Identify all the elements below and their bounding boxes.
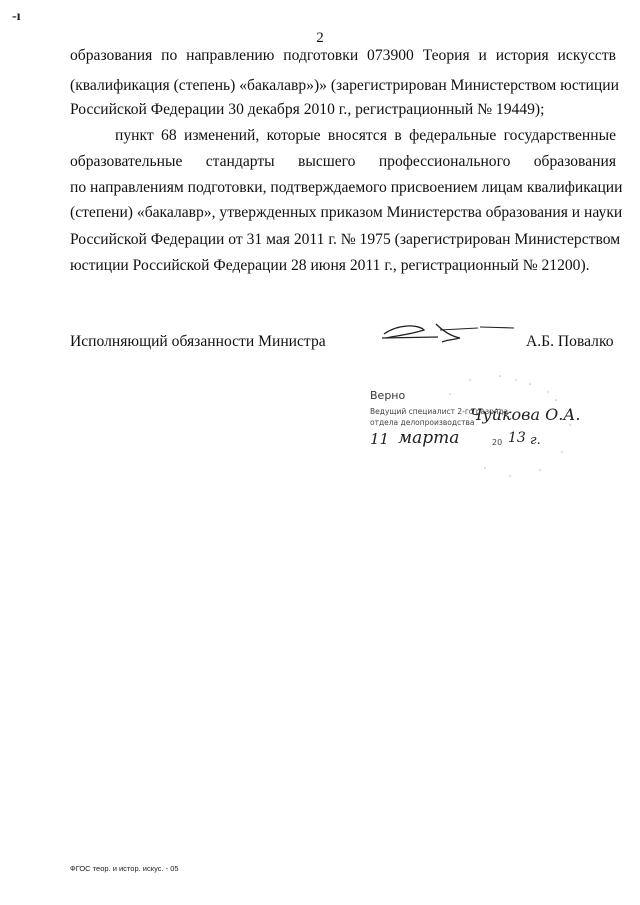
handwritten-month: марта: [398, 428, 460, 448]
body-line: Российской Федерации 30 декабря 2010 г., регистрационный № 19449);: [70, 101, 545, 118]
body-line: юстиции Российской Федерации 28 июня 2011 г., регистрационный № 21200).: [70, 257, 590, 274]
signatory-name: А.Б. Повалко: [526, 333, 614, 350]
certification-verno: Верно: [370, 389, 406, 402]
handwritten-year-suffix: г.: [530, 433, 541, 448]
body-line: образовательные стандарты высшего профессионального образования: [70, 153, 616, 170]
body-line: образования по направлению подготовки 073900 Теория и история искусств: [70, 47, 616, 64]
certifier-department: отдела делопроизводства: [370, 418, 475, 427]
handwritten-day: 11: [370, 430, 390, 448]
signatory-role: Исполняющий обязанности Министра: [70, 333, 326, 350]
year-prefix: 20: [492, 438, 503, 447]
body-line: пункт 68 изменений, которые вносятся в федеральные государственные: [115, 127, 616, 144]
body-line: (квалификация (степень) «бакалавр»)» (зарегистрирован Министерством юстиции: [70, 77, 619, 94]
page-number: 2: [316, 30, 324, 46]
footer-file-label: ФГОС теор. и истор. искус. - 05: [70, 864, 179, 873]
handwritten-certifier-name: Чуйкова О.А.: [470, 405, 581, 424]
body-line: (степени) «бакалавр», утвержденных приказом Министерства образования и науки: [70, 204, 623, 221]
certifier-position: Ведущий специалист 2-го разряда: [370, 407, 509, 416]
corner-mark: -ı: [12, 9, 21, 24]
handwritten-year: 13: [508, 430, 526, 446]
body-line: по направлениям подготовки, подтверждаемого присвоением лицам квалификации: [70, 179, 623, 196]
handwritten-signature: [378, 318, 518, 352]
body-line: Российской Федерации от 31 мая 2011 г. № 1975 (зарегистрирован Министерством: [70, 231, 621, 248]
